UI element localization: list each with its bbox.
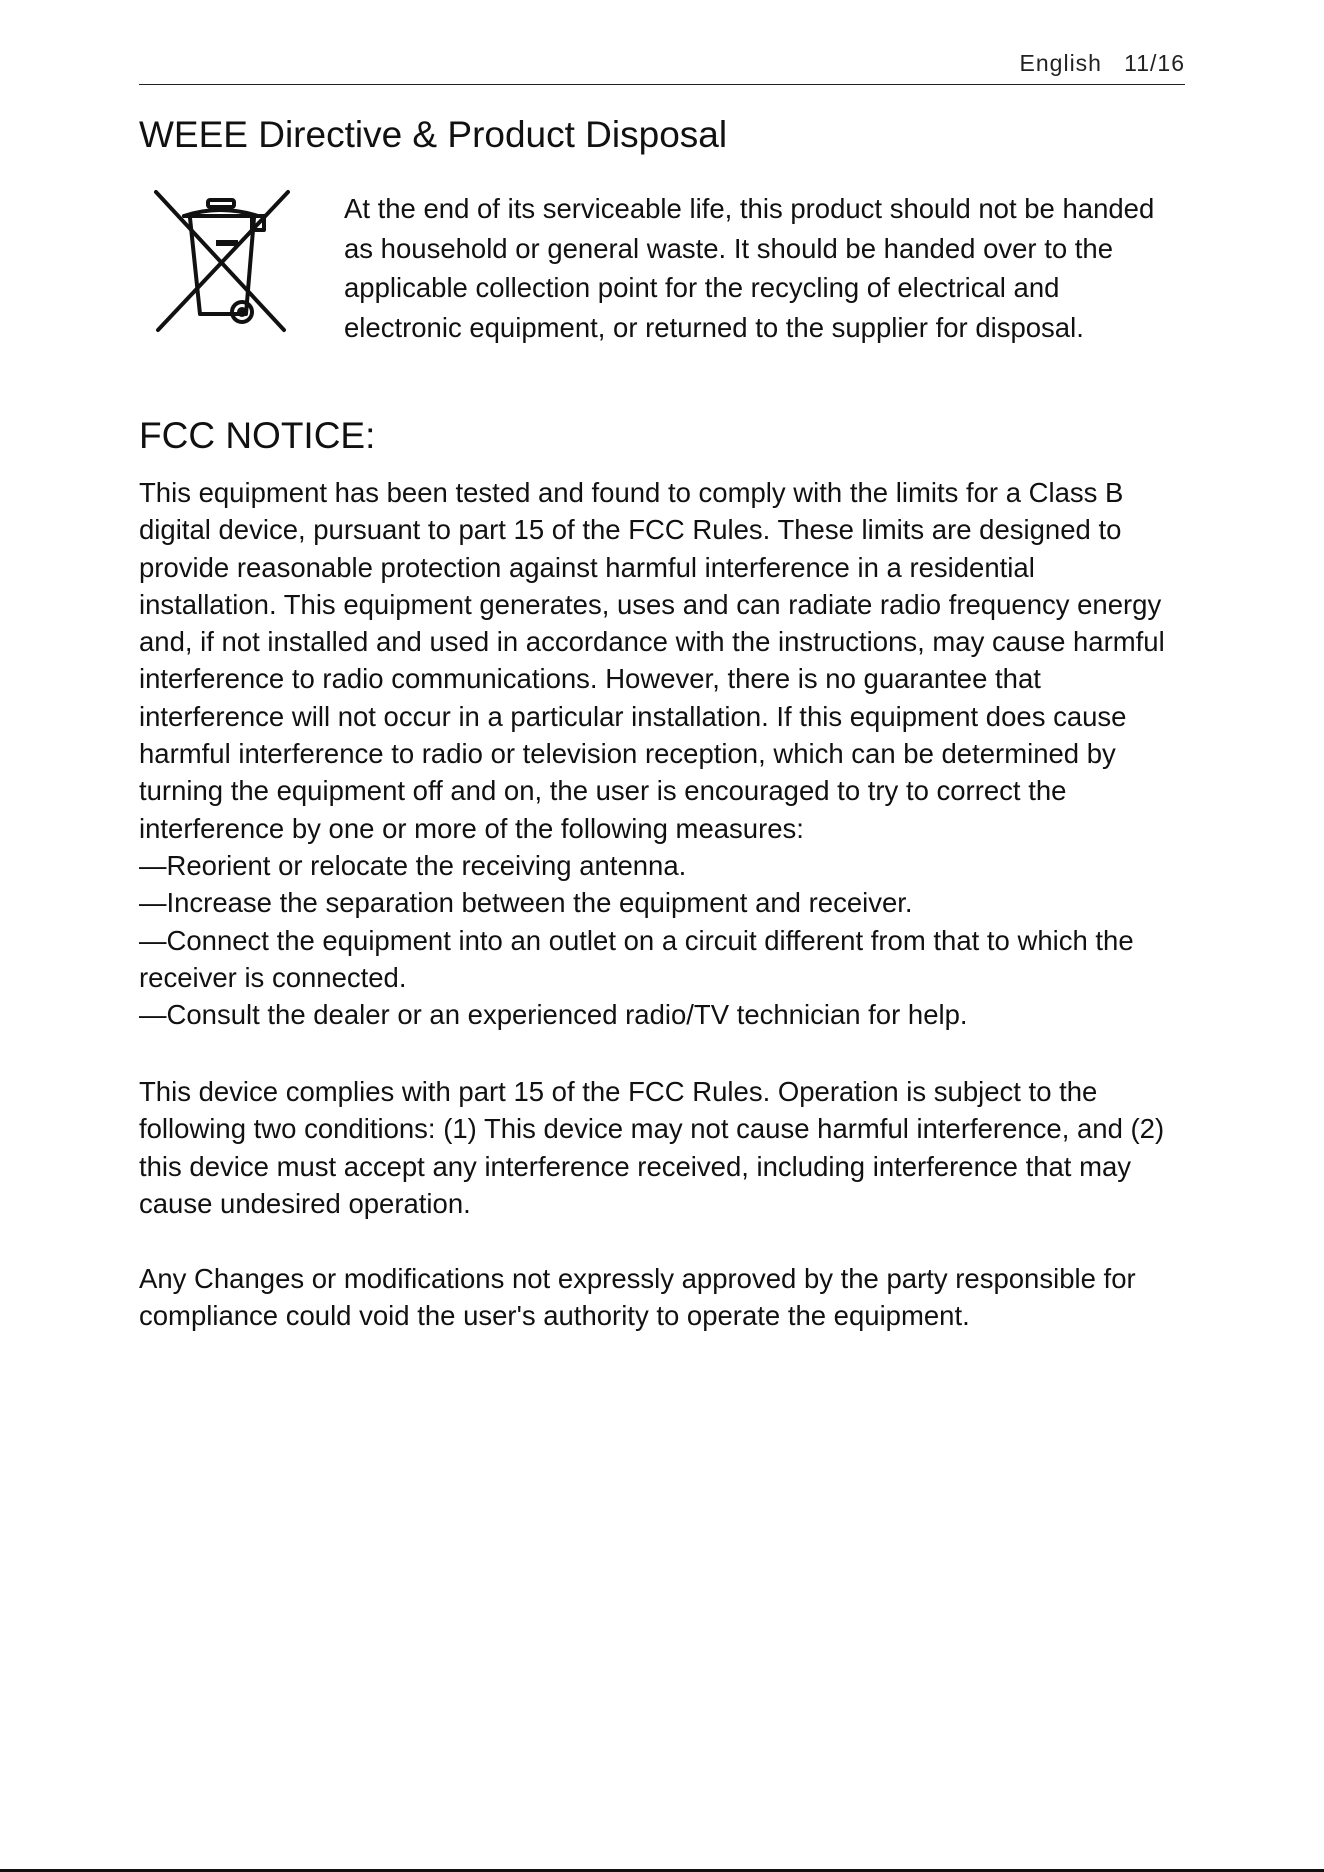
crossed-out-wheelie-bin-icon (150, 188, 292, 338)
weee-line: applicable collection point for the recycling of electrical and (344, 272, 1060, 303)
fcc-line: turning the equipment off and on, the user is encouraged to try to correct the (139, 775, 1067, 807)
changes-line: compliance could void the user's authority to operate the equipment. (139, 1300, 970, 1332)
fcc-notice-paragraph (139, 474, 1199, 1033)
fcc-line: and, if not installed and used in accordance with the instructions, may cause harmful (139, 626, 1165, 658)
fcc-measure-item: —Reorient or relocate the receiving antenna. (139, 849, 687, 881)
fcc-line: provide reasonable protection against harmful interference in a residential (139, 551, 1035, 583)
fcc-line: interference by one or more of the following measures: (139, 812, 804, 844)
weee-disposal-paragraph (344, 189, 1194, 347)
fcc-line: installation. This equipment generates, uses and can radiate radio frequency energy (139, 588, 1162, 620)
fcc-changes-paragraph (139, 1260, 1199, 1335)
compliance-line: This device complies with part 15 of the FCC Rules. Operation is subject to the (139, 1076, 1098, 1107)
compliance-line: following two conditions: (1) This device may not cause harmful interference, and (2) (139, 1113, 1165, 1145)
fcc-line: This equipment has been tested and found to comply with the limits for a Class B (139, 477, 1124, 508)
fcc-measure-item: receiver is connected. (139, 961, 407, 993)
compliance-line: this device must accept any interference received, including interference that may (139, 1150, 1132, 1182)
weee-line: At the end of its serviceable life, this product should not be handed (344, 193, 1155, 224)
weee-line: electronic equipment, or returned to the supplier for disposal. (344, 311, 1084, 343)
page-header (139, 48, 1185, 85)
weee-line: as household or general waste. It should be handed over to the (344, 232, 1114, 264)
compliance-line: cause undesired operation. (139, 1187, 471, 1219)
fcc-line: interference will not occur in a particular installation. If this equipment does cause (139, 700, 1127, 732)
fcc-measure-item: —Connect the equipment into an outlet on a circuit different from that to which the (139, 924, 1134, 956)
changes-line: Any Changes or modifications not expressly approved by the party responsible for (139, 1263, 1136, 1294)
fcc-line: harmful interference to radio or television reception, which can be determined by (139, 738, 1116, 770)
fcc-measure-item: —Increase the separation between the equipment and receiver. (139, 887, 913, 919)
fcc-line: digital device, pursuant to part 15 of the FCC Rules. These limits are designed to (139, 514, 1122, 546)
weee-section-title: WEEE Directive & Product Disposal (139, 114, 728, 155)
header-language: English (1019, 50, 1102, 76)
header-label (1020, 50, 1185, 77)
header-page-number: 11/16 (1124, 50, 1185, 76)
fcc-measure-item: —Consult the dealer or an experienced radio/TV technician for help. (139, 999, 968, 1031)
fcc-section-title: FCC NOTICE: (139, 415, 376, 456)
fcc-line: interference to radio communications. However, there is no guarantee that (139, 663, 1041, 695)
fcc-compliance-paragraph (139, 1073, 1199, 1222)
